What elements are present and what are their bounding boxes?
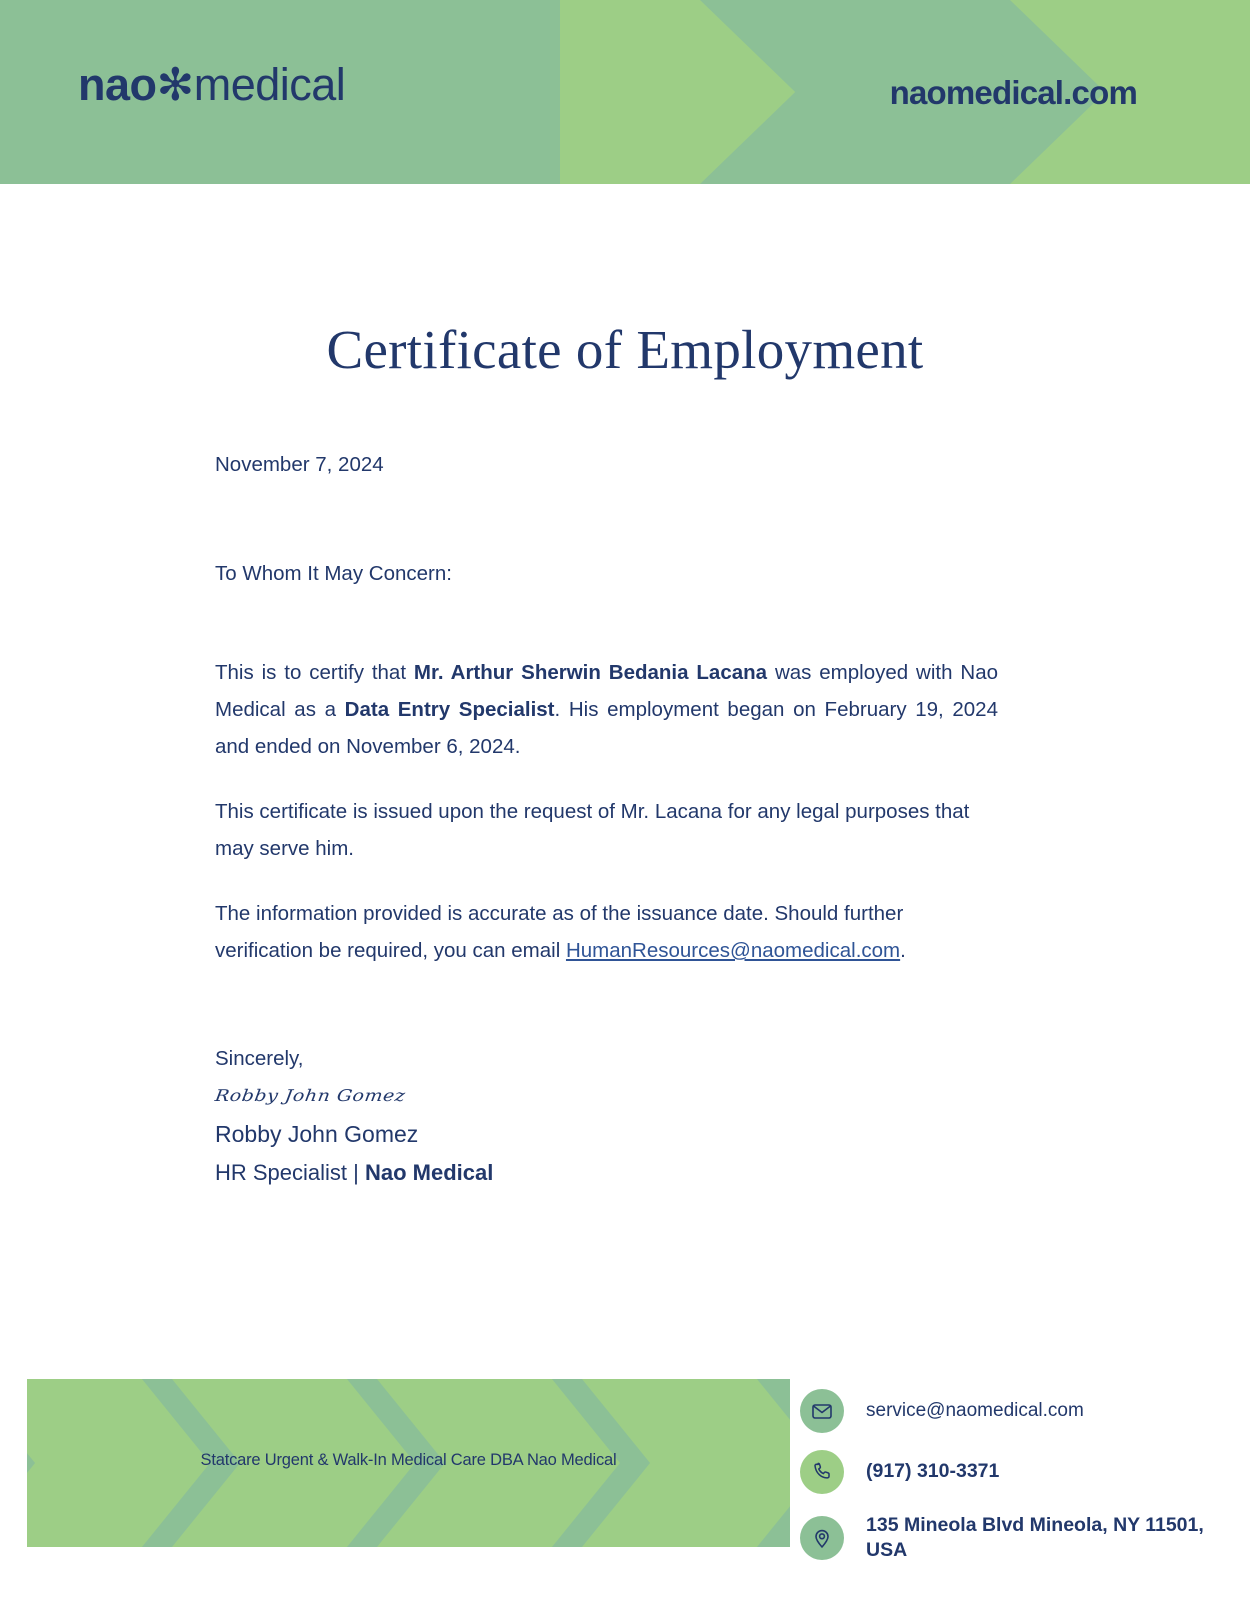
signer-printed-name: Robby John Gomez [215, 1120, 419, 1147]
header-banner [0, 0, 1250, 184]
page-title: Certificate of Employment [326, 319, 924, 380]
para3-lead: The information provided is accurate as of the issuance date. Should further verification be required, you can email [215, 902, 904, 962]
nao-medical-logo [78, 59, 346, 110]
para1-mid: was employed with Nao Medical as a [215, 661, 998, 721]
contact-email-value: service@naomedical.com [866, 1400, 1084, 1421]
logo-text-medical: medical [193, 59, 346, 110]
paragraph-purpose: This certificate is issued upon the request of Mr. Lacana for any legal purposes that may serve him. [215, 800, 970, 860]
issue-date: November 7, 2024 [215, 453, 384, 476]
contact-item-phone [800, 1441, 1220, 1502]
logo-text-nao: nao [78, 59, 157, 110]
hr-email-link[interactable]: HumanResources@naomedical.com [565, 939, 901, 962]
contact-address-value: 135 Mineola Blvd Mineola, NY 11501, USA [866, 1514, 1204, 1561]
salutation: To Whom It May Concern: [215, 561, 452, 585]
role-title: HR Specialist | [215, 1159, 365, 1185]
website-url: naomedical.com [889, 74, 1137, 111]
letter-body [215, 455, 998, 1184]
paragraph-verification [215, 895, 998, 969]
handwritten-signature: Robby John Gomez [213, 1086, 407, 1105]
contact-item-address [800, 1502, 1220, 1574]
signer-role [215, 1159, 998, 1185]
asterisk-icon: ✻ [156, 59, 194, 110]
envelope-icon [800, 1389, 844, 1433]
para1-tail: . His employment began on February 19, 2024 and ended on November 6, 2024. [215, 698, 998, 758]
organization-name: Nao Medical [364, 1159, 494, 1185]
paragraph-certification [215, 654, 998, 765]
footer-banner [27, 1379, 790, 1547]
para3-tail: . [900, 939, 906, 962]
employee-name: Mr. Arthur Sherwin Bedania Lacana [413, 661, 768, 684]
contact-item-email [800, 1380, 1220, 1441]
contact-list [800, 1380, 1220, 1574]
location-pin-icon [800, 1516, 844, 1560]
job-title: Data Entry Specialist [344, 698, 555, 721]
para1-lead: This is to certify that [215, 661, 414, 684]
legal-entity-name: Statcare Urgent & Walk-In Medical Care DBA Nao Medical [200, 1451, 617, 1469]
closing-text: Sincerely, [215, 1047, 304, 1070]
signature-block [215, 1049, 998, 1184]
contact-phone-value: (917) 310-3371 [866, 1460, 1000, 1482]
phone-icon [800, 1450, 844, 1494]
